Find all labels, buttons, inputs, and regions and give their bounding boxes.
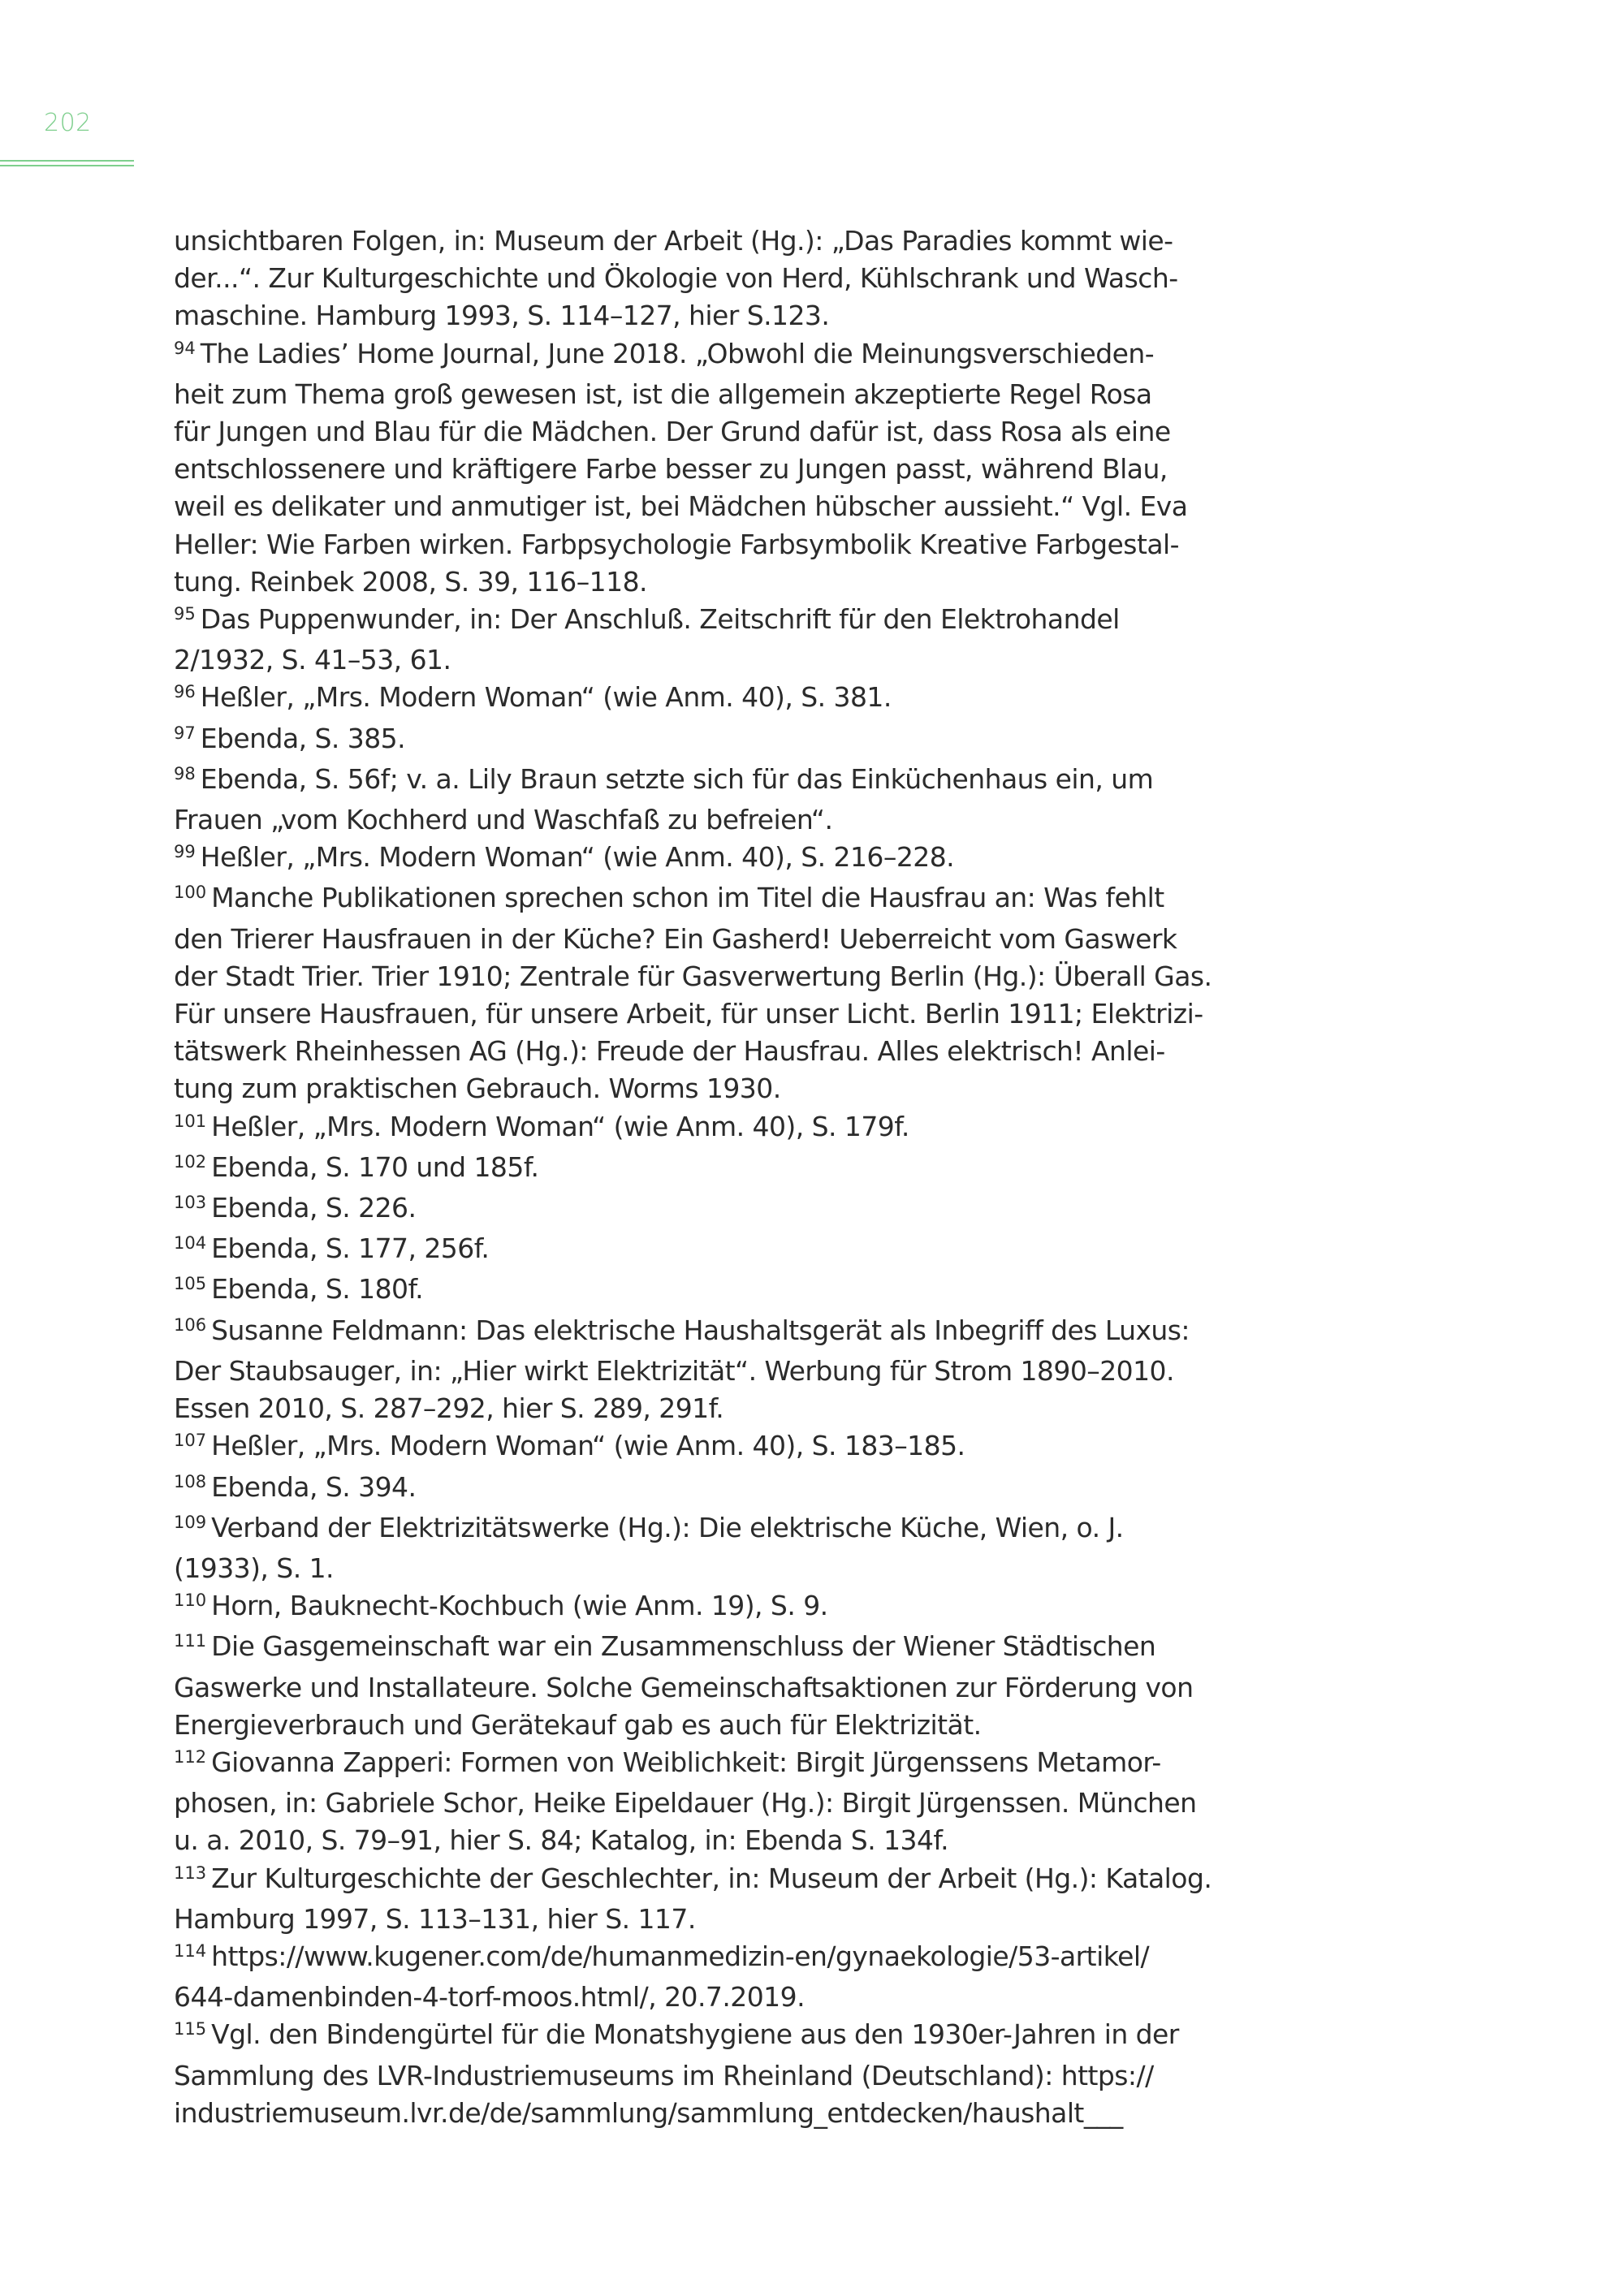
- footnote-number: 101: [174, 1111, 207, 1131]
- footnote-text: Heßler, „Mrs. Modern Woman“ (wie Anm. 40), S. 183–185.: [211, 1430, 965, 1462]
- footnote-113: [174, 1860, 1254, 1938]
- header-rule-top: [0, 160, 134, 162]
- footnote-text: Vgl. den Bindengürtel für die Monatshygiene aus den 1930er-Jahren in der: [211, 2018, 1179, 2051]
- footnote-line: [174, 1744, 1254, 1785]
- footnote-number: 94: [174, 338, 196, 358]
- footnote-text: Ebenda, S. 56f; v. a. Lily Braun setzte sich für das Einküchenhaus ein, um: [200, 762, 1154, 795]
- footnote-number: 104: [174, 1233, 207, 1254]
- footnote-text: Heßler, „Mrs. Modern Woman“ (wie Anm. 40), S. 179f.: [211, 1110, 909, 1142]
- footnote-line: Für unsere Hausfrauen, für unsere Arbeit, für unser Licht. Berlin 1911; Elektrizi-: [174, 998, 1203, 1030]
- footnote-95: [174, 601, 1254, 679]
- footnote-continuation: [174, 222, 1254, 335]
- footnote-number: 100: [174, 883, 207, 903]
- footnote-line: maschine. Hamburg 1993, S. 114–127, hier S.123.: [174, 300, 830, 332]
- footnote-103: [174, 1189, 1254, 1230]
- footnotes-block: [174, 222, 1254, 2132]
- footnote-line: heit zum Thema groß gewesen ist, ist die allgemein akzeptierte Regel Rosa: [174, 378, 1152, 410]
- footnote-number: 99: [174, 842, 196, 862]
- footnote-line: für Jungen und Blau für die Mädchen. Der Grund dafür ist, dass Rosa als eine: [174, 416, 1171, 448]
- footnote-line: phosen, in: Gabriele Schor, Heike Eipeldauer (Hg.): Birgit Jürgenssen. München: [174, 1787, 1197, 1819]
- footnote-line: unsichtbaren Folgen, in: Museum der Arbeit (Hg.): „Das Paradies kommt wie-: [174, 225, 1173, 257]
- footnote-line: Essen 2010, S. 287–292, hier S. 289, 291f.: [174, 1392, 724, 1425]
- footnote-line: [174, 839, 1254, 879]
- footnote-line: Frauen „vom Kochherd und Waschfaß zu befreien“.: [174, 804, 833, 836]
- footnote-line: [174, 1427, 1254, 1468]
- footnote-line: [174, 1509, 1254, 1550]
- footnote-line: [174, 720, 1254, 761]
- footnote-line: der...“. Zur Kulturgeschichte und Ökologie von Herd, Kühlschrank und Wasch-: [174, 262, 1178, 295]
- footnote-text: Manche Publikationen sprechen schon im Titel die Hausfrau an: Was fehlt: [211, 882, 1164, 914]
- footnote-text: Das Puppenwunder, in: Der Anschluß. Zeitschrift für den Elektrohandel: [200, 603, 1120, 636]
- footnote-100: [174, 879, 1254, 1107]
- footnote-line: [174, 1469, 1254, 1509]
- footnote-line: [174, 1938, 1254, 1979]
- footnote-number: 108: [174, 1471, 207, 1491]
- footnote-number: 111: [174, 1631, 207, 1651]
- footnote-line: Gaswerke und Installateure. Solche Gemeinschaftsaktionen zur Förderung von: [174, 1671, 1194, 1703]
- footnote-line: tung zum praktischen Gebrauch. Worms 1930.: [174, 1073, 781, 1105]
- footnote-number: 110: [174, 1591, 207, 1611]
- footnote-114: [174, 1938, 1254, 2016]
- footnote-line: [174, 1108, 1254, 1149]
- footnote-line: [174, 679, 1254, 719]
- page-number: 202: [44, 109, 92, 137]
- footnote-line: [174, 335, 1254, 376]
- footnote-101: [174, 1108, 1254, 1149]
- footnote-line: Hamburg 1997, S. 113–131, hier S. 117.: [174, 1902, 696, 1935]
- footnote-line: u. a. 2010, S. 79–91, hier S. 84; Katalog, in: Ebenda S. 134f.: [174, 1824, 949, 1857]
- footnote-115: [174, 2016, 1254, 2132]
- footnote-107: [174, 1427, 1254, 1468]
- footnote-number: 97: [174, 723, 196, 743]
- footnote-text: Die Gasgemeinschaft war ein Zusammenschluss der Wiener Städtischen: [211, 1630, 1156, 1663]
- footnote-line: 644-damenbinden-4-torf-moos.html/, 20.7.2019.: [174, 1981, 806, 2014]
- footnote-line: den Trierer Hausfrauen in der Küche? Ein Gasherd! Ueberreicht vom Gaswerk: [174, 922, 1177, 955]
- footnote-text: Heßler, „Mrs. Modern Woman“ (wie Anm. 40), S. 216–228.: [200, 841, 955, 874]
- footnote-line: tung. Reinbek 2008, S. 39, 116–118.: [174, 565, 647, 598]
- footnote-text: Ebenda, S. 180f.: [211, 1273, 424, 1306]
- footnote-text: Ebenda, S. 385.: [200, 722, 406, 754]
- footnote-105: [174, 1271, 1254, 1311]
- footnote-number: 114: [174, 1940, 207, 1961]
- footnote-text: Ebenda, S. 394.: [211, 1470, 417, 1503]
- footnote-98: [174, 761, 1254, 839]
- footnote-99: [174, 839, 1254, 879]
- footnote-108: [174, 1469, 1254, 1509]
- footnote-line: (1933), S. 1.: [174, 1552, 334, 1584]
- footnote-line: der Stadt Trier. Trier 1910; Zentrale für Gasverwertung Berlin (Hg.): Überall Gas.: [174, 960, 1212, 992]
- footnote-number: 115: [174, 2019, 207, 2039]
- footnote-line: [174, 2016, 1254, 2057]
- footnote-number: 98: [174, 763, 196, 783]
- footnote-number: 96: [174, 682, 196, 702]
- footnote-line: [174, 1860, 1254, 1901]
- footnote-text: Zur Kulturgeschichte der Geschlechter, in: Museum der Arbeit (Hg.): Katalog.: [211, 1862, 1212, 1894]
- footnote-text: Heßler, „Mrs. Modern Woman“ (wie Anm. 40), S. 381.: [200, 681, 892, 714]
- footnote-text: Ebenda, S. 226.: [211, 1192, 417, 1224]
- footnote-number: 112: [174, 1746, 207, 1767]
- footnote-102: [174, 1149, 1254, 1189]
- footnote-line: industriemuseum.lvr.de/de/sammlung/sammlung_entdecken/haushalt___: [174, 2096, 1123, 2129]
- footnote-112: [174, 1744, 1254, 1860]
- footnote-line: [174, 879, 1254, 920]
- footnote-number: 95: [174, 604, 196, 624]
- footnote-number: 113: [174, 1863, 207, 1883]
- footnote-line: Der Staubsauger, in: „Hier wirkt Elektrizität“. Werbung für Strom 1890–2010.: [174, 1354, 1174, 1387]
- footnote-text: Ebenda, S. 170 und 185f.: [211, 1150, 539, 1183]
- footnote-line: Heller: Wie Farben wirken. Farbpsychologie Farbsymbolik Kreative Farbgestal-: [174, 528, 1179, 560]
- footnote-text: Horn, Bauknecht-Kochbuch (wie Anm. 19), S. 9.: [211, 1590, 828, 1622]
- footnote-line: [174, 1587, 1254, 1628]
- footnote-line: [174, 1271, 1254, 1311]
- footnote-109: [174, 1509, 1254, 1587]
- footnote-line: [174, 1230, 1254, 1271]
- footnote-text: https://www.kugener.com/de/humanmedizin-en/gynaekologie/53-artikel/: [211, 1940, 1150, 1972]
- footnote-96: [174, 679, 1254, 719]
- footnote-line: Energieverbrauch und Gerätekauf gab es auch für Elektrizität.: [174, 1708, 982, 1741]
- footnote-number: 103: [174, 1193, 207, 1213]
- footnote-text: Susanne Feldmann: Das elektrische Haushaltsgerät als Inbegriff des Luxus:: [211, 1314, 1190, 1346]
- footnote-94: [174, 335, 1254, 601]
- footnote-line: [174, 1628, 1254, 1668]
- footnote-line: tätswerk Rheinhessen AG (Hg.): Freude der Hausfrau. Alles elektrisch! Anlei-: [174, 1035, 1165, 1068]
- footnote-110: [174, 1587, 1254, 1628]
- footnote-line: [174, 1312, 1254, 1353]
- footnote-line: [174, 1149, 1254, 1189]
- footnote-text: Giovanna Zapperi: Formen von Weiblichkeit: Birgit Jürgenssens Metamor-: [211, 1746, 1161, 1778]
- footnote-line: weil es delikater und anmutiger ist, bei Mädchen hübscher aussieht.“ Vgl. Eva: [174, 490, 1188, 523]
- header-rule-bottom: [0, 165, 134, 166]
- footnote-number: 109: [174, 1512, 207, 1532]
- footnote-number: 107: [174, 1431, 207, 1451]
- footnote-line: [174, 761, 1254, 801]
- footnote-line: entschlossenere und kräftigere Farbe besser zu Jungen passt, während Blau,: [174, 453, 1168, 486]
- footnote-line: 2/1932, S. 41–53, 61.: [174, 644, 451, 676]
- footnote-text: Verband der Elektrizitätswerke (Hg.): Die elektrische Küche, Wien, o. J.: [211, 1511, 1124, 1543]
- footnote-text: The Ladies’ Home Journal, June 2018. „Obwohl die Meinungsverschieden-: [200, 337, 1155, 369]
- footnote-line: [174, 1189, 1254, 1230]
- footnote-number: 102: [174, 1151, 207, 1172]
- footnote-111: [174, 1628, 1254, 1744]
- footnote-number: 105: [174, 1274, 207, 1294]
- footnote-line: Sammlung des LVR-Industriemuseums im Rheinland (Deutschland): https://: [174, 2059, 1154, 2091]
- footnote-97: [174, 720, 1254, 761]
- footnote-104: [174, 1230, 1254, 1271]
- footnote-106: [174, 1312, 1254, 1428]
- footnote-line: [174, 601, 1254, 641]
- footnote-text: Ebenda, S. 177, 256f.: [211, 1232, 490, 1265]
- footnote-number: 106: [174, 1314, 207, 1335]
